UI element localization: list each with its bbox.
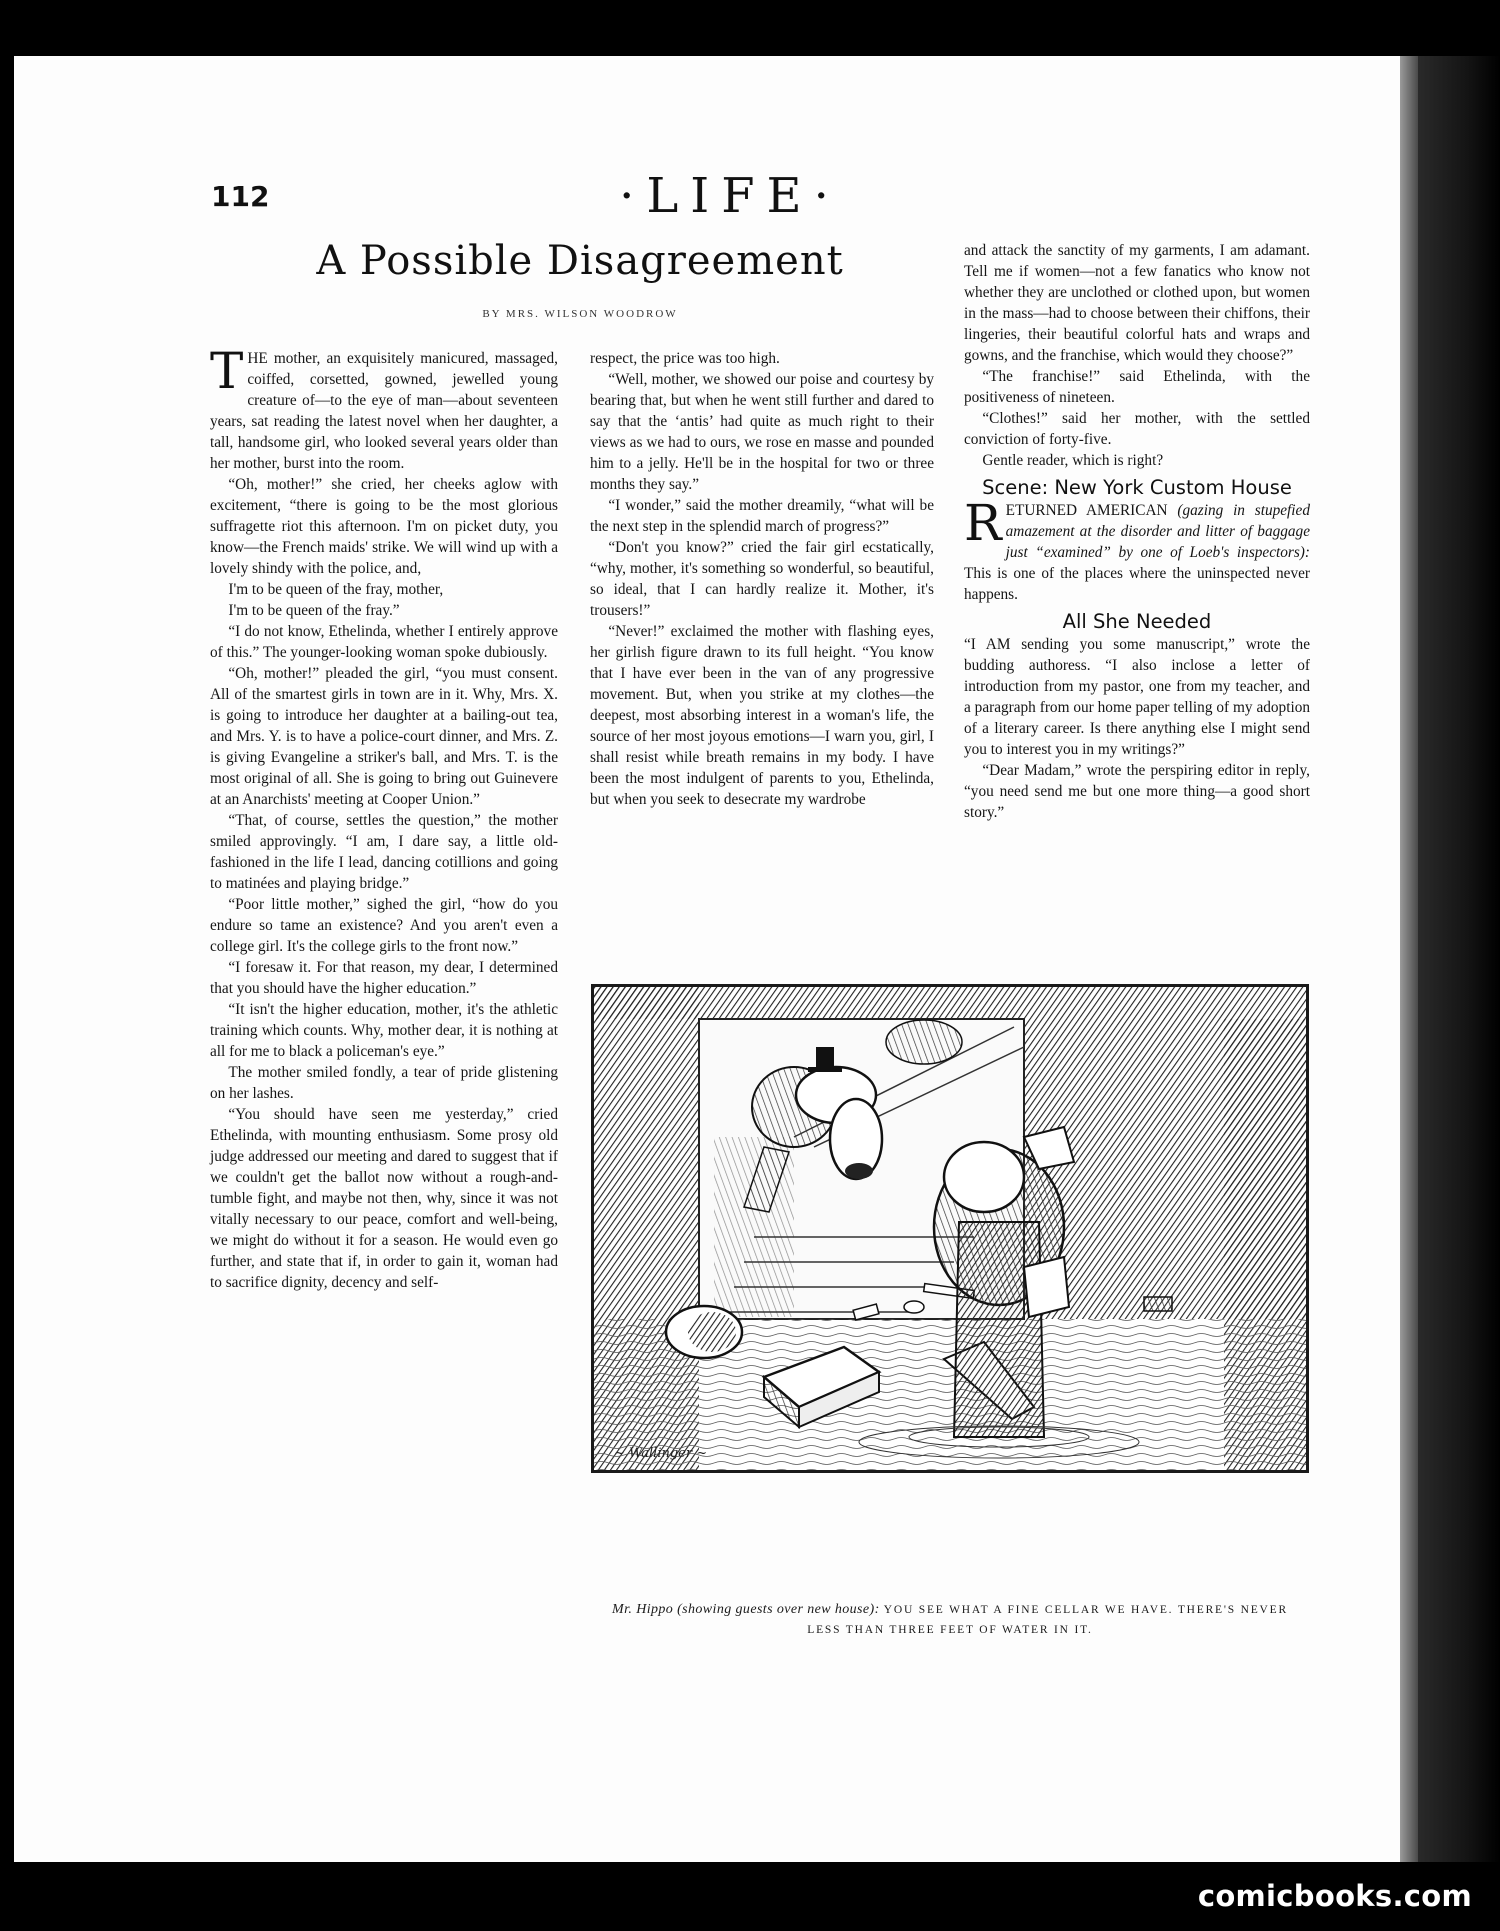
paragraph: RETURNED AMERICAN (gazing in stupefied amazement at the disorder and litter of baggage just “examined” by one of Loeb's inspectors): This is one of the places where the uninspected never happens.: [964, 494, 1310, 603]
paragraph: “The franchise!” said Ethelinda, with the positiveness of nineteen.: [964, 368, 1310, 406]
scan-edge: [1418, 56, 1500, 1862]
paragraph: “Dear Madam,” wrote the perspiring editor in reply, “you need send me but one more thing—a good short story.”: [964, 762, 1310, 821]
book-spine: [1400, 56, 1418, 1862]
masthead: ·LIFE·: [619, 168, 841, 224]
verse-line: I'm to be queen of the fray.”: [228, 602, 400, 619]
paragraph: “It isn't the higher education, mother, it's the athletic training which counts. Why, mother dear, it is nothing at all for me to black a policeman's eye.”: [210, 1001, 558, 1060]
verse-line: I'm to be queen of the fray, mother,: [228, 581, 444, 598]
drop-cap: R: [964, 494, 1002, 552]
article-byline: BY MRS. WILSON WOODROW: [482, 308, 678, 320]
paragraph: The mother smiled fondly, a tear of pride glistening on her lashes.: [210, 1064, 558, 1102]
paragraph: “Well, mother, we showed our poise and courtesy by bearing that, but when he went still further and dared to say that the ‘antis’ had quite as much right to their views as we had to ours, we rose en masse and pounded him to a jelly. He'll be in the hospital for two or three months they say.”: [590, 371, 934, 493]
cellar-hippo-drawing: [594, 987, 1306, 1470]
subheading-all-she-needed: All She Needed: [1062, 610, 1212, 633]
caption-speech: YOU SEE WHAT A FINE CELLAR WE HAVE. THERE'S NEVER LESS THAN THREE FEET OF WATER IN IT.: [807, 1604, 1288, 1636]
cartoon-illustration: [591, 984, 1309, 1473]
paragraph: and attack the sanctity of my garments, I am adamant. Tell me if women—not a few fanatics who know not whether they are unclothed or clothed upon, but women in the mass—had to choose between their chiffons, their lingeries, their beautiful colorful hats and wraps and gowns, and the franchise, which would they choose?”: [964, 242, 1310, 364]
site-watermark: comicbooks.com: [1197, 1879, 1472, 1913]
drop-cap: T: [210, 342, 244, 400]
paragraph: “You should have seen me yesterday,” cried Ethelinda, with mounting enthusiasm. Some prosy old judge addressed our meeting and dared to suggest that if we couldn't get the ballot now without a rough-and-tumble fight, and maybe not then, why, since it was not vitally necessary to our peace, comfort and well-being, we might do without it for a season. He would even go further, and state that if, in order to gain it, woman had to sacrifice dignity, decency and self-: [210, 1106, 558, 1291]
speaker-lead: ETURNED AMERICAN: [1005, 502, 1168, 519]
paragraph: “Oh, mother!” pleaded the girl, “you must consent. All of the smartest girls in town are in it. Why, Mrs. X. is going to introduce her daughter at a bailing-out tea, and Mrs. Y. is to have a police-court dinner, and Mrs. Z. is giving Evangeline a striker's ball, and Mrs. T. is the most original of all. She is going to bring out Guinevere at an Anarchists' meeting at Cooper Union.”: [210, 665, 558, 808]
subheading-custom-house: Scene: New York Custom House: [982, 476, 1292, 499]
stage-direction: (gazing in stupefied amazement at the disorder and litter of baggage just “examined” by one of Loeb's inspectors):: [1005, 502, 1310, 561]
paragraph: “That, of course, settles the question,” the mother smiled approvingly. “I am, I dare say, a little old-fashioned in the life I lead, dancing cotillions and going to matinées and playing bridge.”: [210, 812, 558, 892]
paragraph: “I foresaw it. For that reason, my dear, I determined that you should have the higher education.”: [210, 959, 558, 997]
paragraph: “Clothes!” said her mother, with the settled conviction of forty-five.: [964, 410, 1310, 448]
text-column-1: [210, 342, 558, 1293]
paragraph: “I AM sending you some manuscript,” wrote the budding authoress. “I also inclose a letter of introduction from my pastor, one from my teacher, and a paragraph from our home paper telling of my adoption of a literary career. Is there anything else I might send you to interest you in my writings?”: [964, 636, 1310, 758]
paragraph: “Don't you know?” cried the fair girl ecstatically, “why, mother, it's something so wonderful, so beautiful, so ideal, that I can hardly realize it. Mother, it's trousers!”: [590, 539, 934, 619]
paragraph: “I wonder,” said the mother dreamily, “what will be the next step in the splendid march of progress?”: [590, 497, 934, 535]
paragraph: “Never!” exclaimed the mother with flashing eyes, her girlish figure drawn to its full height. “You know that I have ever been in the van of any progressive movement. But, when you strike at my clothes—the deepest, most absorbing interest in a woman's life, the source of her most joyous emotions—I warn you, girl, I shall resist while breath remains in my body. I have been the most indulgent of parents to you, Ethelinda, but when you seek to desecrate my wardrobe: [590, 623, 934, 808]
artist-signature: ~ Wallinger ~: [614, 1446, 708, 1461]
article-title: A Possible Disagreement: [316, 238, 844, 284]
caption-speaker: Mr. Hippo (showing guests over new house):: [612, 1602, 880, 1617]
paragraph: respect, the price was too high.: [590, 350, 780, 367]
page-number: 112: [211, 180, 270, 213]
text-column-3: [964, 240, 1310, 823]
paragraph: THE mother, an exquisitely manicured, massaged, coiffed, corsetted, gowned, jewelled young creature of—to the eye of man—about seventeen years, sat reading the latest novel when her daughter, a tall, handsome girl, who looked several years older than her mother, burst into the room.: [210, 342, 558, 472]
paragraph: “Oh, mother!” she cried, her cheeks aglow with excitement, “there is going to be the most glorious suffragette riot this afternoon. I'm on picket duty, you know—the French maids' strike. We will wind up with a lovely shindy with the police, and,: [210, 476, 558, 577]
paragraph: “Poor little mother,” sighed the girl, “how do you endure so tame an existence? And you aren't even a college girl. It's the college girls to the front now.”: [210, 896, 558, 955]
floating-barrel: [666, 1306, 742, 1358]
text-column-2: [590, 348, 934, 810]
paragraph: “I do not know, Ethelinda, whether I entirely approve of this.” The younger-looking woman spoke dubiously.: [210, 623, 558, 661]
paragraph: Gentle reader, which is right?: [982, 452, 1164, 469]
cartoon-caption: [600, 1600, 1300, 1640]
